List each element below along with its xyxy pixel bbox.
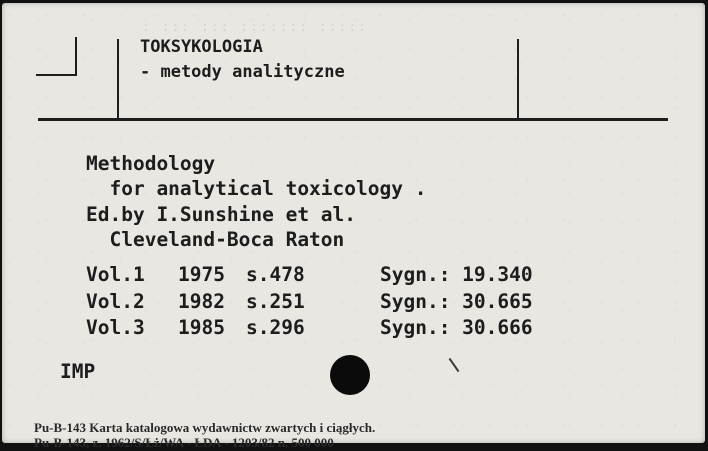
left-corner-vertical: [75, 37, 77, 75]
volume-signature: Sygn.: 30.665: [380, 290, 533, 313]
punch-hole: [330, 355, 370, 395]
header-bottom-rule: [38, 118, 668, 121]
volume-year: 1975: [178, 263, 225, 286]
faded-stamp-trace: : ::: ::: ::::::: :::::: [142, 20, 369, 35]
volume-number: Vol.3: [86, 316, 145, 339]
catalog-card: [2, 3, 705, 450]
volume-signature: Sygn.: 30.666: [380, 316, 533, 339]
volume-pages: s.478: [246, 263, 305, 286]
form-footer-line: Pu-B-143 Karta katalogowa wydawnictw zwartych i ciągłych.: [34, 420, 376, 435]
publisher-line: Cleveland-Boca Raton: [86, 228, 345, 251]
volume-number: Vol.1: [86, 263, 145, 286]
volume-number: Vol.2: [86, 290, 145, 313]
title-line: for analytical toxicology .: [86, 177, 427, 200]
header-divider-left: [117, 39, 119, 119]
subject-heading-main: TOKSYKOLOGIA: [140, 37, 263, 57]
subject-heading-sub: - metody analityczne: [140, 62, 345, 82]
pen-mark: [449, 358, 460, 372]
volume-pages: s.251: [246, 290, 305, 313]
volume-pages: s.296: [246, 316, 305, 339]
volume-year: 1982: [178, 290, 225, 313]
volume-signature: Sygn.: 19.340: [380, 263, 533, 286]
imp-label: IMP: [60, 360, 96, 383]
title-line: Methodology: [86, 152, 216, 175]
form-footer-line: Pu-B-143, z. 1962/S/Łż/WA - ŁDA - 1203/82 n. 500 000: [34, 435, 334, 450]
volume-year: 1985: [178, 316, 225, 339]
editor-line: Ed.by I.Sunshine et al.: [86, 203, 357, 226]
header-divider-right: [517, 39, 519, 119]
left-corner-horizontal: [36, 74, 77, 76]
